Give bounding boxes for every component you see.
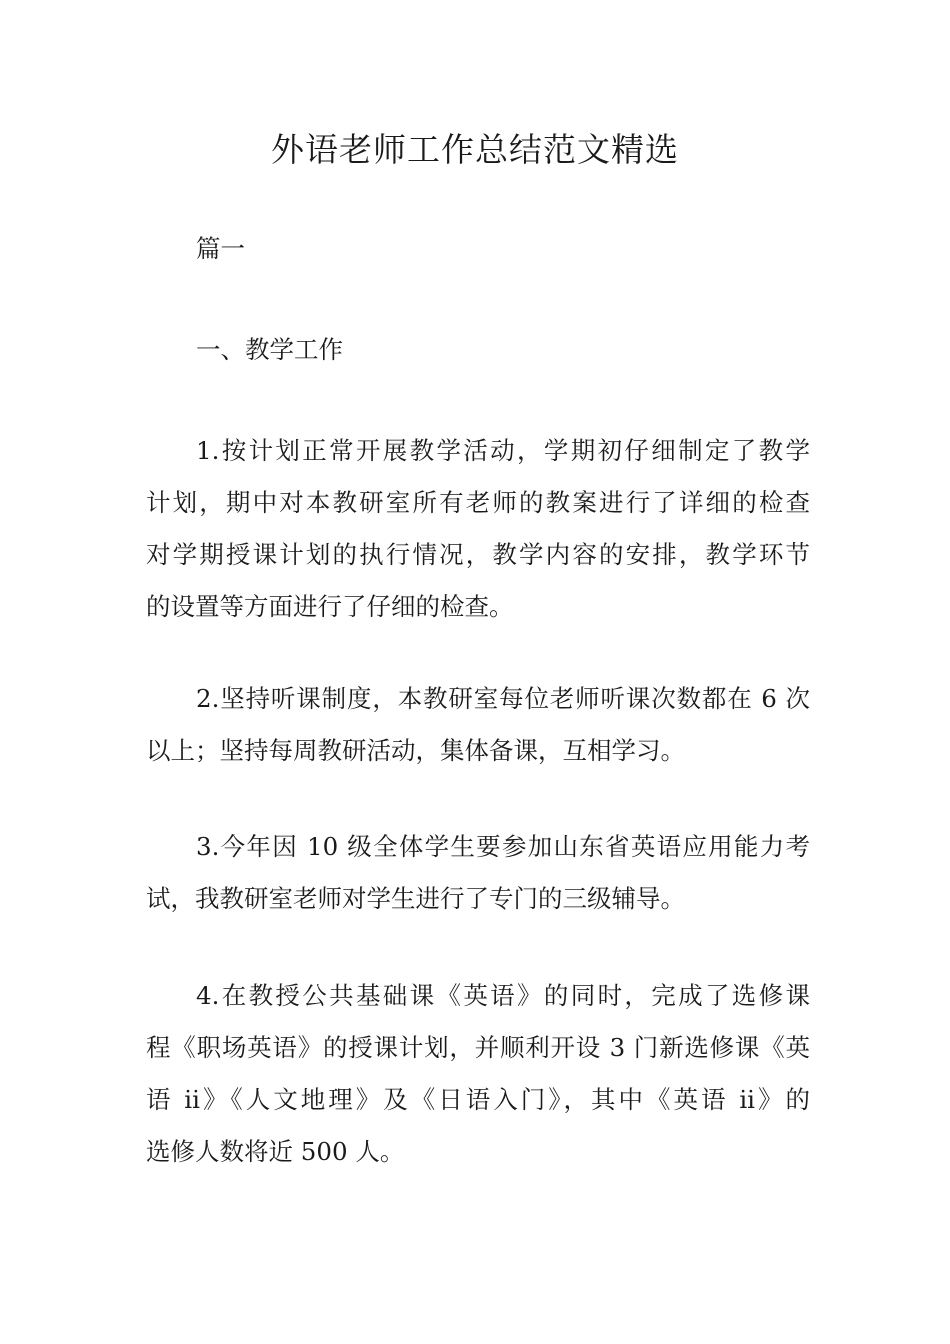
paragraph-4 [146,970,810,1178]
paragraph-line: 计划，期中对本教研室所有老师的教案进行了详细的检查 [146,488,810,517]
paragraph-line: 4.在教授公共基础课《英语》的同时，完成了选修课 [196,981,810,1010]
paragraph-1 [146,425,810,633]
section-label: 篇一 [196,234,245,263]
paragraph-2 [146,673,810,777]
paragraph-line: 2.坚持听课制度，本教研室每位老师听课次数都在 6 次 [196,684,810,713]
paragraph-3 [146,821,810,925]
paragraph-line: 语 ii》《人文地理》及《日语入门》，其中《英语 ii》的 [146,1085,810,1114]
paragraph-line: 对学期授课计划的执行情况，教学内容的安排，教学环节 [146,540,810,569]
paragraph-line: 的设置等方面进行了仔细的检查。 [146,592,514,621]
section-heading: 一、教学工作 [196,335,343,364]
paragraph-line: 试，我教研室老师对学生进行了专门的三级辅导。 [146,884,685,913]
paragraph-line: 选修人数将近 500 人。 [146,1137,405,1166]
paragraph-line: 1.按计划正常开展教学活动，学期初仔细制定了教学 [196,436,810,465]
paragraph-line: 以上；坚持每周教研活动，集体备课，互相学习。 [146,736,685,765]
paragraph-line: 程《职场英语》的授课计划，并顺利开设 3 门新选修课《英 [146,1033,810,1062]
document-title: 外语老师工作总结范文精选 [271,130,679,169]
paragraph-line: 3.今年因 10 级全体学生要参加山东省英语应用能力考 [196,832,810,861]
